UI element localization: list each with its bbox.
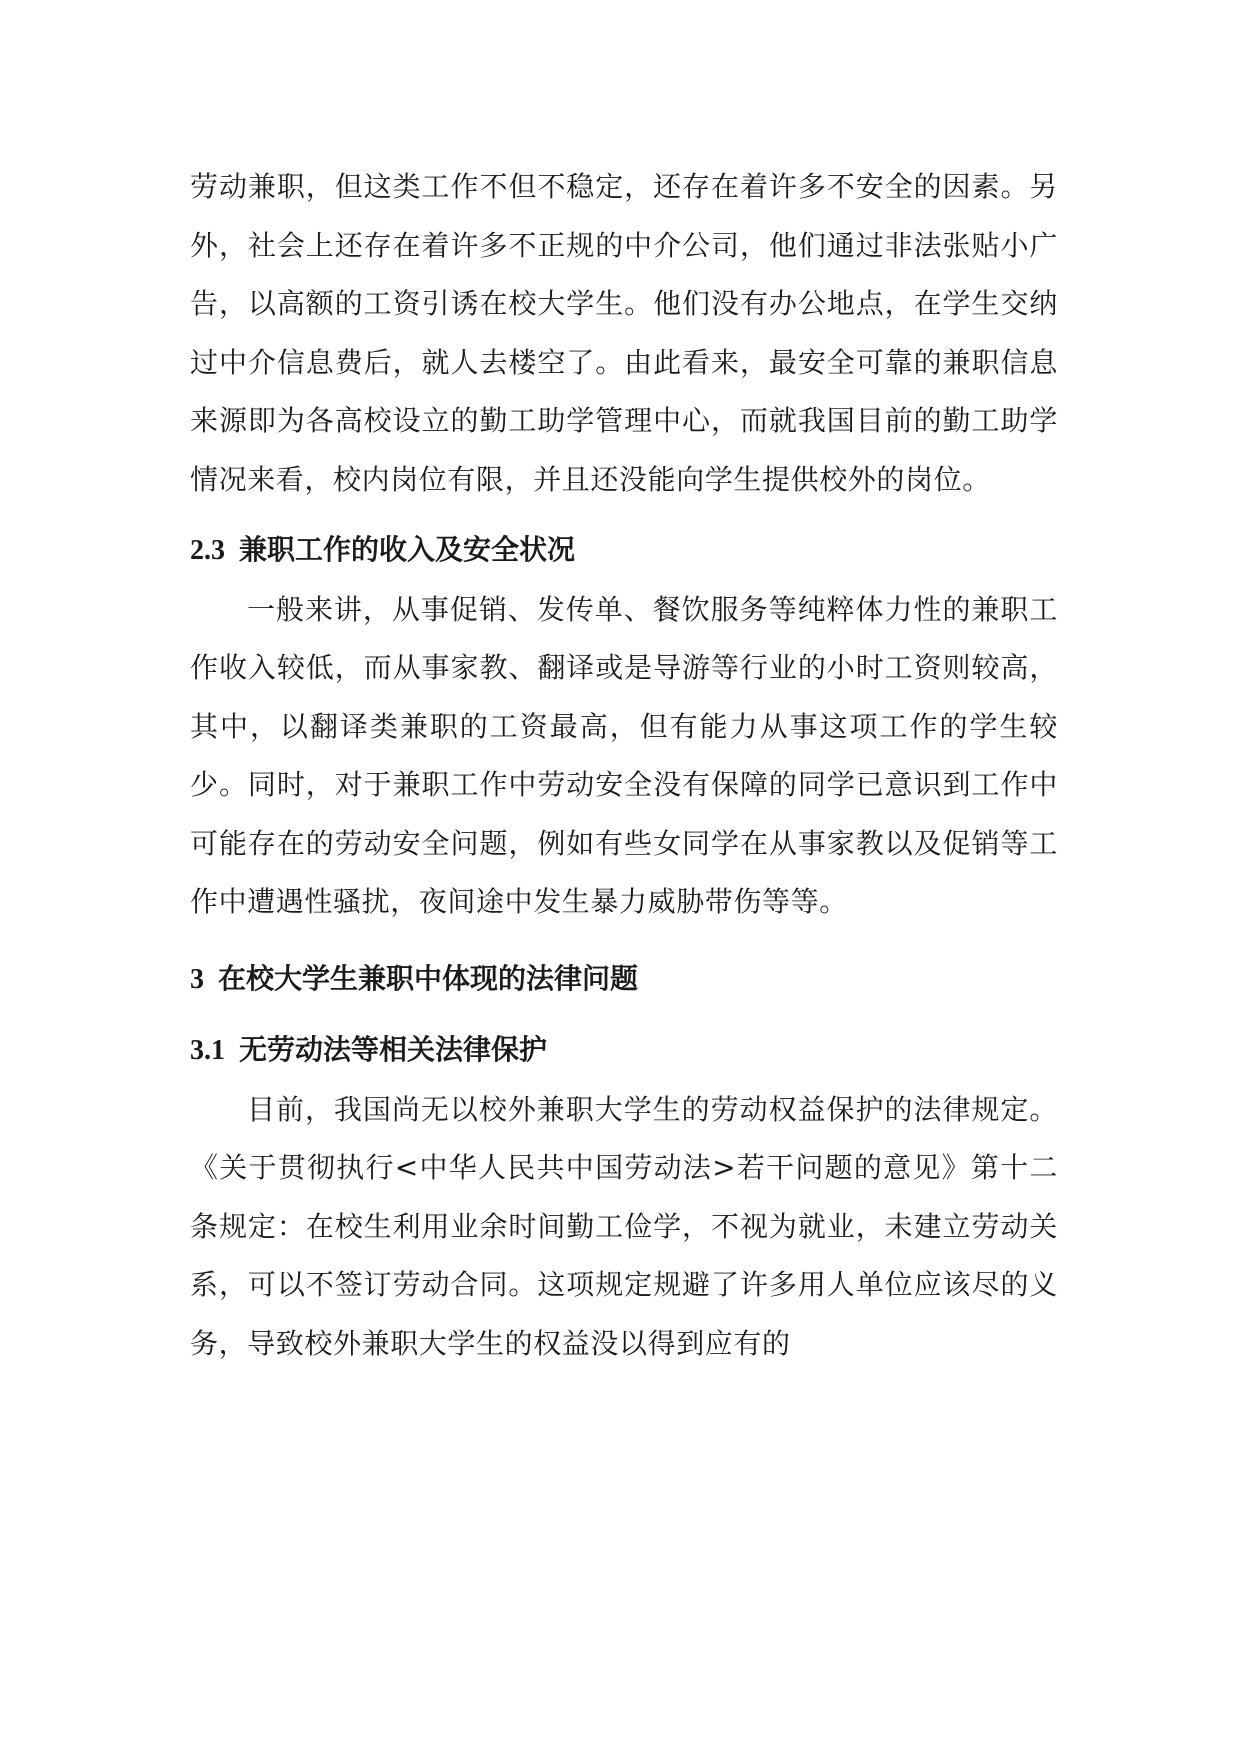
section-title: 在校大学生兼职中体现的法律问题 (218, 961, 639, 995)
section-title: 兼职工作的收入及安全状况 (239, 533, 576, 566)
section-heading-2-3 (190, 521, 1058, 581)
section-title: 无劳动法等相关法律保护 (239, 1033, 548, 1066)
section-heading-3-1 (190, 1021, 1058, 1081)
section-number: 3.1 (190, 1035, 225, 1066)
paragraph-income-safety: 一般来讲，从事促销、发传单、餐饮服务等纯粹体力性的兼职工作收入较低，而从事家教、翻译或是导游等行业的小时工资则较高，其中，以翻译类兼职的工资最高，但有能力从事这项工作的学生较少。同时，对于兼职工作中劳动安全没有保障的同学已意识到工作中可能存在的劳动安全问题，例如有些女同学在从事家教以及促销等工作中遭遇性骚扰，夜间途中发生暴力威胁带伤等等。 (190, 592, 1058, 918)
paragraph-part-time-sources: 劳动兼职，但这类工作不但不稳定，还存在着许多不安全的因素。另外，社会上还存在着许多不正规的中介公司，他们通过非法张贴小广告，以高额的工资引诱在校大学生。他们没有办公地点，在学生交纳过中介信息费后，就人去楼空了。由此看来，最安全可靠的兼职信息来源即为各高校设立的勤工助学管理中心，而就我国目前的勤工助学情况来看，校内岗位有限，并且还没能向学生提供校外的岗位。 (190, 170, 1058, 496)
section-number: 2.3 (190, 535, 225, 566)
page-content (190, 158, 1058, 1373)
section-number: 3 (190, 963, 204, 995)
section-heading-3 (190, 950, 1058, 1010)
paragraph-legal-protection: 目前，我国尚无以校外兼职大学生的劳动权益保护的法律规定。《关于贯彻执行<中华人民共中国劳动法>若干问题的意见》第十二条规定：在校生利用业余时间勤工俭学，不视为就业，未建立劳动关系，可以不签订劳动合同。这项规定规避了许多用人单位应该尽的义务，导致校外兼职大学生的权益没以得到应有的 (190, 1092, 1058, 1360)
